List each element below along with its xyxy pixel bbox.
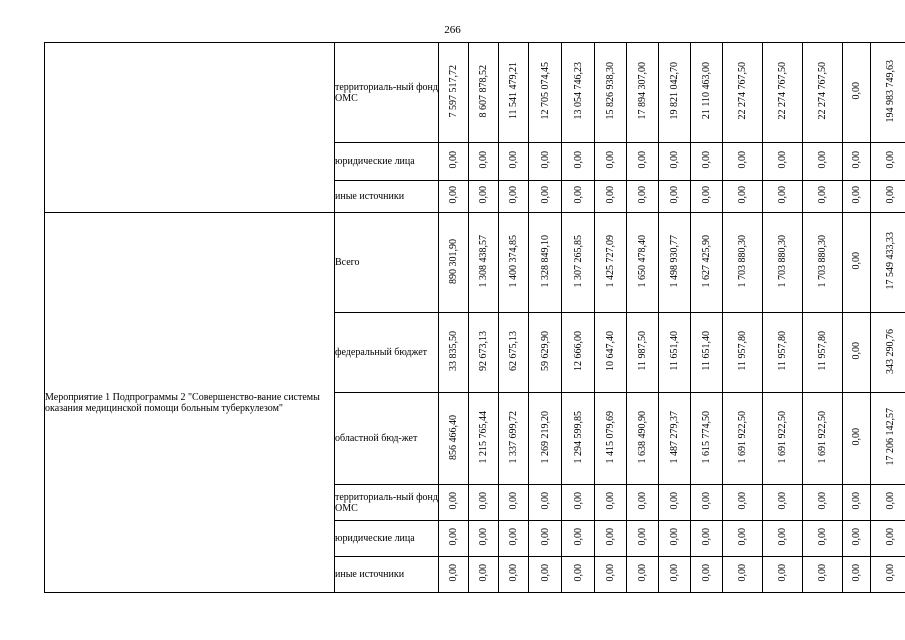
value-cell	[595, 393, 627, 485]
value-text: 0,00	[539, 492, 551, 510]
value-cell	[439, 393, 469, 485]
value-cell	[803, 557, 843, 593]
value-cell	[691, 313, 723, 393]
value-cell	[871, 43, 905, 143]
value-text: 1 703 880,30	[777, 234, 788, 288]
value-text: 0,00	[478, 528, 489, 546]
value-text: 92 673,13	[478, 331, 489, 371]
value-text: 1 415 079,69	[605, 410, 616, 464]
value-cell	[843, 393, 871, 485]
value-cell	[562, 181, 595, 213]
value-text: 0,00	[669, 186, 680, 204]
value-cell	[659, 485, 691, 521]
value-cell	[763, 143, 803, 181]
value-cell	[529, 313, 562, 393]
value-cell	[871, 213, 905, 313]
value-cell	[843, 181, 871, 213]
value-cell	[659, 557, 691, 593]
value-text: 0,00	[777, 492, 788, 510]
value-text: 33 835,50	[448, 331, 459, 371]
value-text: 0,00	[539, 564, 551, 582]
value-cell	[843, 43, 871, 143]
value-text: 1 294 599,85	[572, 410, 584, 464]
value-text: 0,00	[851, 492, 862, 510]
value-cell	[723, 393, 763, 485]
value-text: 0,00	[508, 186, 519, 204]
value-cell	[843, 521, 871, 557]
value-cell	[627, 43, 659, 143]
value-cell	[843, 485, 871, 521]
value-cell	[659, 213, 691, 313]
value-text: 856 466,40	[448, 414, 459, 460]
value-text: 343 290,76	[885, 328, 896, 374]
value-cell	[627, 143, 659, 181]
value-text: 0,00	[539, 186, 551, 204]
value-text: 0,00	[701, 564, 712, 582]
value-text: 0,00	[605, 564, 616, 582]
value-cell	[691, 43, 723, 143]
value-cell	[871, 143, 905, 181]
value-cell	[691, 393, 723, 485]
value-text: 0,00	[508, 564, 519, 582]
value-cell	[562, 393, 595, 485]
value-text: 0,00	[885, 151, 896, 169]
value-text: 0,00	[448, 492, 459, 510]
value-cell	[843, 313, 871, 393]
value-text: 0,00	[885, 528, 896, 546]
value-text: 1 691 922,50	[737, 410, 748, 464]
value-cell	[529, 43, 562, 143]
value-text: 0,00	[637, 186, 648, 204]
value-text: 1 650 478,40	[637, 234, 648, 288]
value-text: 0,00	[448, 186, 459, 204]
value-cell	[499, 557, 529, 593]
value-text: 0,00	[777, 564, 788, 582]
value-cell	[529, 557, 562, 593]
value-text: 0,00	[885, 492, 896, 510]
value-text: 0,00	[508, 528, 519, 546]
value-cell	[763, 557, 803, 593]
value-cell	[803, 213, 843, 313]
value-text: 0,00	[637, 564, 648, 582]
value-text: 0,00	[637, 151, 648, 169]
value-text: 0,00	[637, 528, 648, 546]
value-text: 0,00	[817, 151, 828, 169]
value-text: 1 400 374,85	[508, 234, 519, 288]
value-cell	[627, 213, 659, 313]
value-cell	[469, 213, 499, 313]
value-cell	[562, 313, 595, 393]
funding-source-cell: юридические лица	[335, 143, 439, 181]
value-cell	[723, 521, 763, 557]
value-cell	[439, 181, 469, 213]
value-text: 0,00	[885, 564, 896, 582]
value-text: 0,00	[448, 151, 459, 169]
value-text: 0,00	[701, 528, 712, 546]
value-cell	[499, 393, 529, 485]
value-text: 22 274 767,50	[777, 62, 788, 120]
value-text: 0,00	[817, 186, 828, 204]
value-text: 17 206 142,57	[885, 408, 896, 466]
value-cell	[529, 485, 562, 521]
value-cell	[595, 181, 627, 213]
funding-source-cell: территориаль-ный фонд ОМС	[335, 485, 439, 521]
value-text: 0,00	[851, 428, 862, 446]
value-cell	[871, 557, 905, 593]
value-cell	[691, 213, 723, 313]
value-cell	[691, 557, 723, 593]
value-text: 0,00	[478, 564, 489, 582]
value-cell	[723, 181, 763, 213]
value-cell	[803, 313, 843, 393]
value-text: 1 691 922,50	[817, 410, 828, 464]
value-text: 12 705 074,45	[539, 62, 551, 120]
value-cell	[499, 43, 529, 143]
value-cell	[595, 313, 627, 393]
value-text: 1 703 880,30	[817, 234, 828, 288]
value-text: 1 691 922,50	[777, 410, 788, 464]
value-cell	[562, 143, 595, 181]
value-text: 194 983 749,63	[885, 59, 896, 123]
value-cell	[499, 485, 529, 521]
value-text: 0,00	[737, 186, 748, 204]
value-cell	[843, 143, 871, 181]
value-text: 11 651,40	[701, 331, 712, 371]
value-text: 1 615 774,50	[701, 410, 712, 464]
value-text: 0,00	[572, 564, 584, 582]
measure-cell: Мероприятие 1 Подпрограммы 2 "Совершенство-вание системы оказания медицинской помощи больным туберкулезом"	[45, 213, 335, 593]
value-text: 0,00	[851, 252, 862, 270]
value-cell	[763, 521, 803, 557]
value-text: 0,00	[539, 151, 551, 169]
value-cell	[499, 213, 529, 313]
funding-source-cell: юридические лица	[335, 521, 439, 557]
value-text: 0,00	[605, 151, 616, 169]
value-cell	[469, 557, 499, 593]
value-text: 12 666,00	[572, 331, 584, 371]
value-text: 0,00	[817, 528, 828, 546]
value-cell	[763, 43, 803, 143]
value-cell	[627, 557, 659, 593]
value-text: 0,00	[777, 151, 788, 169]
value-cell	[562, 485, 595, 521]
value-text: 0,00	[701, 492, 712, 510]
value-cell	[469, 143, 499, 181]
value-text: 11 957,80	[817, 331, 828, 371]
value-cell	[691, 181, 723, 213]
value-cell	[529, 393, 562, 485]
value-text: 0,00	[737, 528, 748, 546]
value-cell	[763, 181, 803, 213]
measure-cell	[45, 43, 335, 213]
value-cell	[871, 313, 905, 393]
value-text: 11 541 479,21	[508, 62, 519, 120]
value-cell	[803, 393, 843, 485]
value-cell	[659, 313, 691, 393]
value-cell	[595, 485, 627, 521]
value-cell	[723, 43, 763, 143]
value-text: 0,00	[737, 151, 748, 169]
value-text: 0,00	[478, 151, 489, 169]
value-text: 0,00	[478, 492, 489, 510]
value-cell	[439, 521, 469, 557]
value-cell	[469, 43, 499, 143]
value-cell	[691, 143, 723, 181]
funding-source-cell: территориаль-ный фонд ОМС	[335, 43, 439, 143]
value-text: 0,00	[669, 528, 680, 546]
value-text: 0,00	[448, 564, 459, 582]
value-cell	[659, 521, 691, 557]
value-text: 0,00	[539, 528, 551, 546]
value-text: 0,00	[701, 151, 712, 169]
value-text: 8 607 878,52	[478, 64, 489, 118]
value-cell	[627, 485, 659, 521]
value-text: 22 274 767,50	[817, 62, 828, 120]
value-text: 0,00	[851, 151, 862, 169]
funding-source-cell: иные источники	[335, 181, 439, 213]
value-cell	[499, 313, 529, 393]
funding-source-cell: федеральный бюджет	[335, 313, 439, 393]
funding-source-cell: иные источники	[335, 557, 439, 593]
value-text: 0,00	[817, 564, 828, 582]
value-text: 0,00	[605, 492, 616, 510]
value-text: 13 054 746,23	[572, 62, 584, 120]
value-cell	[763, 393, 803, 485]
value-text: 0,00	[572, 492, 584, 510]
value-text: 1 498 930,77	[669, 234, 680, 288]
value-cell	[627, 181, 659, 213]
value-text: 1 307 265,85	[572, 234, 584, 288]
value-text: 0,00	[572, 151, 584, 169]
value-cell	[803, 521, 843, 557]
value-cell	[562, 43, 595, 143]
value-text: 17 549 433,33	[885, 232, 896, 290]
value-text: 0,00	[851, 528, 862, 546]
value-cell	[871, 393, 905, 485]
value-cell	[803, 43, 843, 143]
value-text: 1 638 490,90	[637, 410, 648, 464]
value-cell	[469, 521, 499, 557]
value-text: 0,00	[885, 186, 896, 204]
value-text: 62 675,13	[508, 331, 519, 371]
value-text: 0,00	[777, 528, 788, 546]
value-cell	[469, 393, 499, 485]
value-cell	[803, 485, 843, 521]
value-text: 1 328 849,10	[539, 234, 551, 288]
value-cell	[723, 213, 763, 313]
value-cell	[871, 521, 905, 557]
value-cell	[691, 521, 723, 557]
value-text: 0,00	[572, 528, 584, 546]
value-text: 0,00	[851, 564, 862, 582]
value-text: 0,00	[669, 151, 680, 169]
value-text: 0,00	[737, 564, 748, 582]
value-cell	[723, 485, 763, 521]
value-text: 15 826 938,30	[605, 62, 616, 120]
funding-source-cell: Всего	[335, 213, 439, 313]
value-cell	[871, 485, 905, 521]
value-cell	[763, 313, 803, 393]
value-cell	[439, 313, 469, 393]
value-text: 0,00	[851, 342, 862, 360]
value-cell	[659, 181, 691, 213]
value-text: 1 703 880,30	[737, 234, 748, 288]
value-cell	[691, 485, 723, 521]
value-cell	[529, 143, 562, 181]
value-cell	[659, 393, 691, 485]
value-text: 1 215 765,44	[478, 410, 489, 464]
value-text: 0,00	[478, 186, 489, 204]
value-text: 7 597 517,72	[448, 64, 459, 118]
value-cell	[763, 485, 803, 521]
value-cell	[595, 213, 627, 313]
value-text: 22 274 767,50	[737, 62, 748, 120]
value-cell	[595, 557, 627, 593]
value-text: 1 269 219,20	[539, 410, 551, 464]
value-text: 21 110 463,00	[701, 62, 712, 120]
value-text: 19 821 042,70	[669, 62, 680, 120]
value-cell	[595, 143, 627, 181]
value-cell	[469, 313, 499, 393]
value-cell	[562, 557, 595, 593]
value-text: 11 957,80	[737, 331, 748, 371]
value-cell	[723, 143, 763, 181]
value-text: 0,00	[669, 492, 680, 510]
value-cell	[871, 181, 905, 213]
value-cell	[439, 213, 469, 313]
value-cell	[595, 521, 627, 557]
value-text: 0,00	[508, 492, 519, 510]
value-cell	[439, 485, 469, 521]
value-cell	[843, 213, 871, 313]
value-text: 0,00	[851, 82, 862, 100]
value-text: 0,00	[508, 151, 519, 169]
value-cell	[627, 393, 659, 485]
page-number: 266	[444, 24, 461, 36]
value-text: 10 647,40	[605, 331, 616, 371]
value-text: 0,00	[737, 492, 748, 510]
value-cell	[627, 521, 659, 557]
value-cell	[439, 43, 469, 143]
value-text: 890 301,90	[448, 238, 459, 284]
value-text: 1 627 425,90	[701, 234, 712, 288]
value-cell	[627, 313, 659, 393]
value-text: 17 894 307,00	[637, 62, 648, 120]
value-text: 11 987,50	[637, 331, 648, 371]
value-text: 0,00	[637, 492, 648, 510]
value-cell	[843, 557, 871, 593]
value-text: 0,00	[572, 186, 584, 204]
value-cell	[803, 143, 843, 181]
table-row	[45, 213, 905, 313]
value-cell	[723, 313, 763, 393]
value-text: 0,00	[777, 186, 788, 204]
value-cell	[529, 213, 562, 313]
value-cell	[803, 181, 843, 213]
value-text: 0,00	[605, 186, 616, 204]
value-cell	[763, 213, 803, 313]
value-cell	[562, 521, 595, 557]
value-cell	[499, 181, 529, 213]
value-cell	[529, 181, 562, 213]
value-text: 0,00	[851, 186, 862, 204]
value-text: 0,00	[817, 492, 828, 510]
value-cell	[562, 213, 595, 313]
funding-table	[44, 42, 905, 593]
value-text: 0,00	[605, 528, 616, 546]
value-cell	[469, 485, 499, 521]
value-text: 11 957,80	[777, 331, 788, 371]
value-text: 59 629,90	[539, 331, 551, 371]
value-text: 11 651,40	[669, 331, 680, 371]
value-cell	[529, 521, 562, 557]
value-cell	[469, 181, 499, 213]
value-cell	[439, 557, 469, 593]
table-row	[45, 43, 905, 143]
value-text: 0,00	[448, 528, 459, 546]
value-text: 1 487 279,37	[669, 410, 680, 464]
value-text: 0,00	[669, 564, 680, 582]
value-cell	[439, 143, 469, 181]
value-text: 1 425 727,09	[605, 234, 616, 288]
value-text: 0,00	[701, 186, 712, 204]
value-cell	[595, 43, 627, 143]
value-cell	[499, 521, 529, 557]
value-cell	[659, 143, 691, 181]
value-cell	[499, 143, 529, 181]
funding-source-cell: областной бюд-жет	[335, 393, 439, 485]
value-cell	[723, 557, 763, 593]
value-text: 1 337 699,72	[508, 410, 519, 464]
value-text: 1 308 438,57	[478, 234, 489, 288]
value-cell	[659, 43, 691, 143]
